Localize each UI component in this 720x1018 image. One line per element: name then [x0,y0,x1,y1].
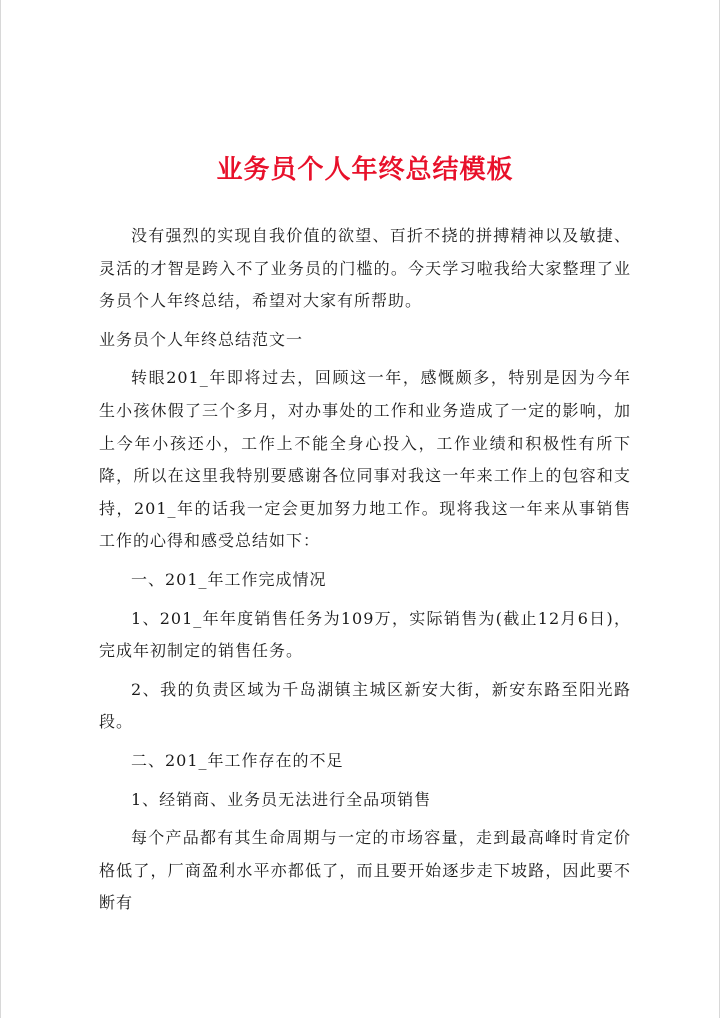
body-paragraph-2: 每个产品都有其生命周期与一定的市场容量，走到最高峰时肯定价格低了，厂商盈利水平亦都低了，而且要开始逐步走下坡路，因此要不断有 [99,828,631,913]
subheading-1: 一、201_年工作完成情况 [131,569,327,589]
section-heading: 业务员个人年终总结范文一 [99,329,304,349]
intro-paragraph: 没有强烈的实现自我价值的欲望、百折不挠的拼搏精神以及敏捷、灵活的才智是跨入不了业务员的门槛的。今天学习啦我给大家整理了业务员个人年终总结，希望对大家有所帮助。 [99,226,631,311]
list-item-1: 1、201_年年度销售任务为109万，实际销售为(截止12月6日)，完成年初制定的销售任务。 [99,608,631,661]
subheading-2: 二、201_年工作存在的不足 [131,750,344,770]
list-item-2: 2、我的负责区域为千岛湖镇主城区新安大街，新安东路至阳光路段。 [99,679,631,732]
document-page [99,150,631,920]
list-item-3: 1、经销商、业务员无法进行全品项销售 [131,789,432,809]
body-paragraph: 转眼201_年即将过去，回顾这一年，感慨颇多，特别是因为今年生小孩休假了三个多月，对办事处的工作和业务造成了一定的影响，加上今年小孩还小，工作上不能全身心投入，工作业绩和积极性有所下降，所以在这里我特别要感谢各位同事对我这一年来工作上的包容和支持，201_年的话我一定会更加努力地工作。现将我这一年来从事销售工作的心得和感受总结如下： [99,368,631,551]
document-title: 业务员个人年终总结模板 [216,155,514,185]
